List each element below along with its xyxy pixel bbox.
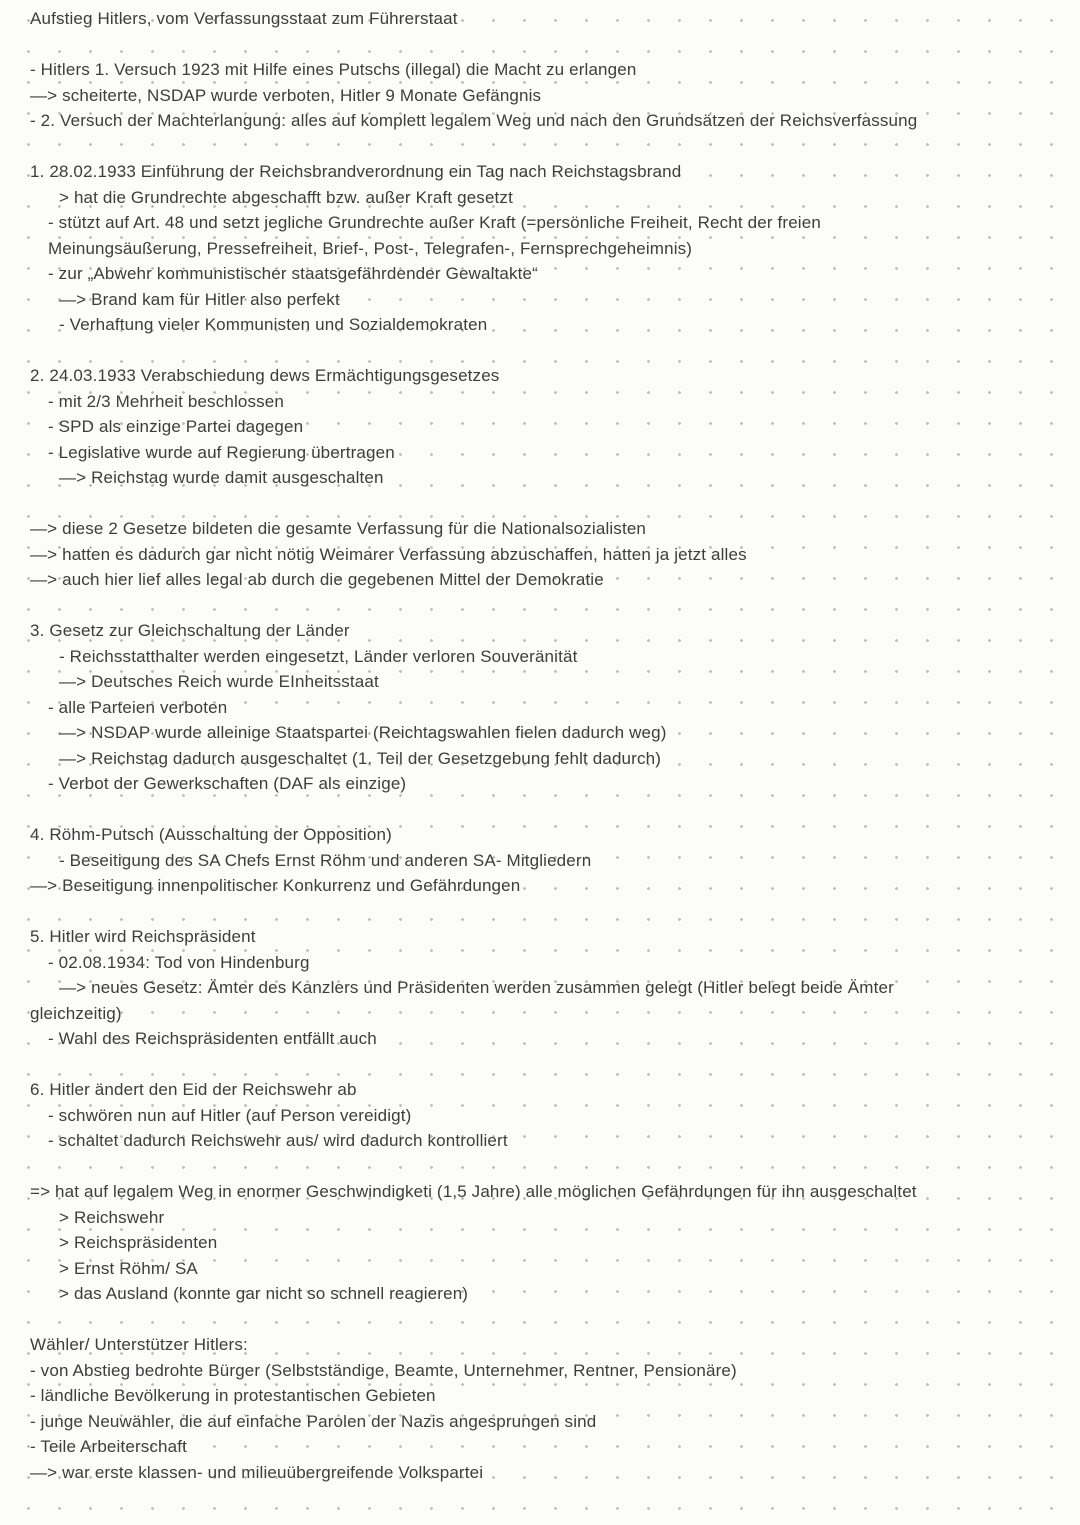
- text-line: - mit 2/3 Mehrheit beschlossen: [48, 391, 284, 411]
- text-line: - stützt auf Art. 48 und setzt jegliche Grundrechte außer Kraft (=persönliche Freiheit, Recht der freien: [48, 213, 821, 232]
- text-line: - SPD als einzige Partei dagegen: [48, 417, 304, 436]
- text-line: 4. Röhm-Putsch (Ausschaltung der Opposition): [30, 825, 392, 844]
- text-line: —> scheiterte, NSDAP wurde verboten, Hitler 9 Monate Gefängnis: [30, 85, 542, 105]
- page-title: Aufstieg Hitlers, vom Verfassungsstaat zum Führerstaat: [30, 9, 458, 28]
- text-line: > das Ausland (konnte gar nicht so schnell reagieren): [59, 1284, 469, 1303]
- text-line: - ländliche Bevölkerung in protestantischen Gebieten: [30, 1386, 436, 1405]
- text-line: > Ernst Röhm/ SA: [59, 1258, 198, 1278]
- text-line: —> NSDAP wurde alleinige Staatspartei (Reichtagswahlen fielen dadurch weg): [59, 723, 667, 742]
- text-line: —> Beseitigung innenpolitischer Konkurrenz und Gefährdungen: [30, 876, 521, 895]
- text-line: - von Abstieg bedrohte Bürger (Selbstständige, Beamte, Unternehmer, Rentner, Pensionäre): [30, 1360, 737, 1380]
- text-line: - Beseitigung des SA Chefs Ernst Röhm und anderen SA- Mitgliedern: [59, 850, 592, 870]
- note-body: [30, 32, 1060, 1486]
- blank-line: [30, 134, 1060, 160]
- text-line: gleichzeitig): [30, 1003, 122, 1023]
- blank-line: [30, 797, 1060, 823]
- text-line: 3. Gesetz zur Gleichschaltung der Länder: [30, 621, 350, 640]
- text-line: - schaltet dadurch Reichswehr aus/ wird dadurch kontrolliert: [48, 1131, 508, 1150]
- text-line: - Reichsstatthalter werden eingesetzt, Länder verloren Souveränität: [59, 646, 578, 666]
- text-line: —> neues Gesetz: Ämter des Kanzlers und Präsidenten werden zusammen gelegt (Hitler belegt beide Ämter: [59, 978, 894, 997]
- text-line: Wähler/ Unterstützer Hitlers:: [30, 1335, 248, 1354]
- blank-line: [30, 32, 1060, 58]
- text-line: —> diese 2 Gesetze bildeten die gesamte Verfassung für die Nationalsozialisten: [30, 519, 647, 538]
- text-line: - junge Neuwähler, die auf einfache Parolen der Nazis angesprungen sind: [30, 1411, 597, 1431]
- text-line: - Legislative wurde auf Regierung übertragen: [48, 442, 395, 462]
- blank-line: [30, 593, 1060, 619]
- blank-line: [30, 1052, 1060, 1078]
- text-line: - 2. Versuch der Machterlangung: alles auf komplett legalem Weg und nach den Grundsätzen der Reichsverfassung: [30, 111, 918, 130]
- text-line: —> Reichstag wurde damit ausgeschalten: [59, 468, 384, 487]
- text-line: —> Deutsches Reich wurde EInheitsstaat: [59, 672, 379, 691]
- text-line: —> auch hier lief alles legal ab durch die gegebenen Mittel der Demokratie: [30, 570, 604, 589]
- blank-line: [30, 338, 1060, 364]
- text-line: - Wahl des Reichspräsidenten entfällt auch: [48, 1029, 377, 1048]
- text-line: - alle Parteien verboten: [48, 697, 228, 717]
- text-line: —> Brand kam für Hitler also perfekt: [59, 289, 340, 309]
- text-line: > Reichswehr: [59, 1207, 165, 1227]
- text-line: > hat die Grundrechte abgeschafft bzw. außer Kraft gesetzt: [59, 187, 513, 207]
- text-line: - schwören nun auf Hitler (auf Person vereidigt): [48, 1105, 412, 1125]
- text-line: Meinungsäußerung, Pressefreiheit, Brief-, Post-, Telegrafen-, Fernsprechgeheimnis): [48, 238, 693, 258]
- text-line: —> war erste klassen- und milieuübergreifende Volkspartei: [30, 1462, 484, 1482]
- text-line: - Teile Arbeiterschaft: [30, 1437, 188, 1456]
- text-line: 6. Hitler ändert den Eid der Reichswehr ab: [30, 1080, 357, 1099]
- text-line: 5. Hitler wird Reichspräsident: [30, 927, 256, 946]
- text-line: - Hitlers 1. Versuch 1923 mit Hilfe eines Putschs (illegal) die Macht zu erlangen: [30, 60, 637, 79]
- text-line: - zur „Abwehr kommunistischer staatsgefährdender Gewaltakte“: [48, 264, 538, 283]
- blank-line: [30, 491, 1060, 517]
- blank-line: [30, 899, 1060, 925]
- text-line: - Verbot der Gewerkschaften (DAF als einzige): [48, 774, 407, 793]
- text-line: - 02.08.1934: Tod von Hindenburg: [48, 952, 310, 972]
- text-line: —> Reichstag dadurch ausgeschaltet (1. Teil der Gesetzgebung fehlt dadurch): [59, 748, 662, 768]
- blank-line: [30, 1154, 1060, 1180]
- text-line: => hat auf legalem Weg in enormer Geschwindigketi (1,5 Jahre) alle möglichen Gefährdungen für ihn ausgeschaltet: [30, 1182, 917, 1201]
- text-line: > Reichspräsidenten: [59, 1233, 218, 1252]
- blank-line: [30, 1307, 1060, 1333]
- text-line: - Verhaftung vieler Kommunisten und Sozialdemokraten: [59, 315, 488, 334]
- text-line: —> hatten es dadurch gar nicht nötig Weimarer Verfassung abzuschaffen, hatten ja jetzt alles: [30, 544, 747, 564]
- text-line: 2. 24.03.1933 Verabschiedung dews Ermächtigungsgesetzes: [30, 366, 500, 385]
- text-line: 1. 28.02.1933 Einführung der Reichsbrandverordnung ein Tag nach Reichstagsbrand: [30, 162, 682, 181]
